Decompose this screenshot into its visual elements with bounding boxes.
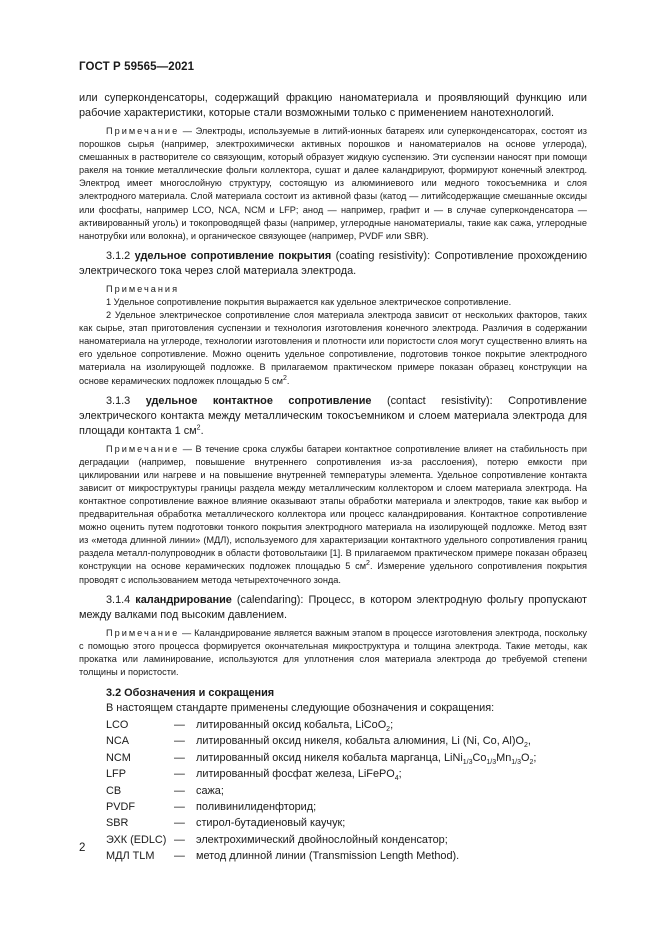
- term-name: каландрирование: [135, 593, 232, 606]
- term-name: удельное сопротивление покрытия: [134, 249, 332, 262]
- note-item-2-tail: .: [286, 375, 290, 386]
- abbreviation-row: [79, 799, 587, 815]
- abbreviation-key: ЭХК (EDLC): [106, 833, 167, 846]
- subscript: 1/3: [511, 758, 522, 766]
- abbreviation-key: SBR: [106, 817, 129, 830]
- note-item-2-text: 2 Удельное электрическое сопротивление слоя материала электрода зависит от нескольких факторов, таких как сырье, этап приготовления суспензии и технология изготовления конечного электрода. Различия в содержании наноматериала на углероде, технологии изготовления и плотности или пористости слоя могут существенно влиять на его удельное сопротивление. Можно оценить удельное сопротивление, подготовив тонкое покрытие электродного материала на изолирующей подложке. В прилагаемом практическом примере показан образец конструкции на основе керамических подложек площадью 5 см: [79, 310, 587, 386]
- notes-label: [79, 283, 587, 296]
- term-3-1-4: [79, 593, 587, 623]
- superscript: 2: [196, 423, 201, 431]
- dash: —: [174, 751, 185, 764]
- dash: —: [174, 833, 185, 846]
- abbreviation-key: LCO: [106, 719, 129, 731]
- subscript: 2: [523, 742, 528, 750]
- subscript: 4: [394, 775, 399, 783]
- abbreviation-row: [79, 766, 587, 782]
- term-name: удельное контактное сопротивление: [145, 394, 372, 407]
- dash: —: [174, 801, 185, 814]
- note-electrodes: [79, 125, 587, 243]
- subscript: 2: [386, 726, 391, 734]
- abbreviation-definition: литированный фосфат железа, LiFePO$_4$;: [196, 768, 402, 783]
- term-3-1-3: [79, 394, 587, 439]
- term-number: 3.1.2: [106, 249, 131, 262]
- dash: —: [174, 735, 185, 748]
- abbreviation-key: CB: [106, 784, 122, 797]
- note-label: Примечание: [106, 443, 180, 454]
- subscript: 2: [529, 758, 534, 766]
- section-title: 3.2 Обозначения и сокращения: [106, 687, 275, 699]
- intro-paragraph: или суперконденсаторы, содержащий фракцию наноматериала и проявляющий функцию или рабочие характеристики, которые стали возможными только с применением нанотехнологий.: [79, 92, 587, 119]
- superscript: 2: [366, 560, 370, 568]
- term-definition: Сопротивление прохождению электрического тока через слой материала электрода.: [79, 249, 588, 277]
- abbreviations-list: [79, 717, 587, 865]
- abbreviation-key: NCA: [106, 735, 129, 748]
- abbreviation-definition: литированный оксид никеля кобальта марганца, $LiNi_{1/3}Co_{1/3}Mn_{1/3}O_2$;: [196, 751, 537, 766]
- term-number: 3.1.3: [106, 394, 131, 407]
- term-english: (calendaring):: [231, 593, 304, 606]
- abbreviation-definition: сажа;: [196, 784, 224, 797]
- abbreviation-row: [79, 717, 587, 733]
- note-calendaring: [79, 627, 587, 679]
- abbreviation-definition: литированный оксид никеля, кобальта алюминия, Li (Ni, Co, $Al)O_2$,: [196, 735, 531, 750]
- abbreviation-key: LFP: [106, 768, 126, 781]
- abbreviation-key: PVDF: [106, 801, 136, 814]
- page-content: [79, 91, 587, 865]
- dash: —: [174, 719, 185, 731]
- page-number: 2: [79, 842, 86, 854]
- subscript: 1/3: [462, 758, 473, 766]
- term-english: (contact resistivity):: [371, 394, 493, 407]
- note-item-1: 1 Удельное сопротивление покрытия выражается как удельное электрическое сопротивление.: [106, 296, 512, 307]
- note-text: — Электроды, используемые в литий-ионных батареях или суперконденсаторах, состоят из порошков сырья (например, электрохимически активных порошков и наноматериалов на основе углерода), смешанных в растворителе со связующим, который образует жидкую суспензию. Эти суспензии наносят при помощи ракеля на тонкие металлические фольги коллектора, сушат и далее каландрируют, формируют конечный электрод. Электрод имеет многослойную структуру, состоящую из алюминиевого или медного токосъемника и слоя электродного материала. Слой материала состоит из активной фазы (катод — литийсодержащие смешанные оксиды или фосфаты, например LCO, NCA, NCM и LFP; анод — например, графит и — в случае суперконденсатора — активированный уголь) и токопроводящей фазы (например, углеродные наноматериалы, такие как сажа, углеродные нанотрубки или волокна), и органическое связующее (например, PVDF или SBR).: [79, 126, 587, 241]
- term-tail: .: [200, 424, 204, 437]
- abbreviation-definition: электрохимический двойнослойный конденсатор;: [196, 833, 448, 846]
- dash: —: [174, 817, 185, 830]
- note-text: — Каландрирование является важным этапом в процессе изготовления электрода, поскольку с помощью этого процесса формируется окончательная микроструктура и толщина электрода. Такие методы, как прокатка или ламинирование, используются для уплотнения слоя материала электрода до требуемой степени толщины и пористости.: [79, 627, 587, 677]
- dash: —: [174, 850, 185, 863]
- abbreviation-row: [79, 750, 587, 766]
- term-number: 3.1.4: [106, 593, 131, 606]
- abbreviation-row: [79, 832, 587, 848]
- section-intro: В настоящем стандарте применены следующие обозначения и сокращения:: [106, 702, 495, 714]
- abbreviation-key: МДЛ TLM: [106, 850, 155, 863]
- abbreviation-definition: метод длинной линии (Transmission Length Method).: [196, 850, 460, 863]
- abbreviation-row: [79, 848, 587, 864]
- term-definition: Процесс, в котором электродную фольгу пропускают между валками под высоким давлением.: [79, 593, 587, 621]
- note-text: — В течение срока службы батареи контактное сопротивление влияет на стабильность при деградации (например, повышение внутреннего сопротивления из-за расслоения), потерю емкости при циклировании или нагреве и на повышение внутренней температуры элемента. Удельное сопротивление контакта зависит от микроструктуры границы раздела между металлическим коллектором и слоем материала электрода. На контактное сопротивление важное влияние оказывают этапы обработки материала и электродов, такие как выбор и предварительная обработка металлического коллектора или процесс каландрирования. Контактное сопротивление можно оценить путем подготовки тонкого покрытия электродного материала на изолирующей подложке. Метод взят из «метода длинной линии» (МДЛ), используемого для характеризации контактного удельного сопротивления границ раздела металл-полупроводник в области фотовольтаики [1]. В прилагаемом практическом примере показан образец конструкции на основе керамических подложек площадью 5 см: [79, 443, 587, 572]
- abbreviation-row: [79, 733, 587, 749]
- abbreviation-row: [79, 815, 587, 831]
- abbreviation-key: NCM: [106, 751, 131, 764]
- notes-label-text: Примечания: [106, 283, 180, 294]
- abbreviation-definition: литированный оксид кобальта, LiCoO$_2$;: [196, 719, 394, 734]
- term-english: (coating resistivity):: [331, 249, 431, 262]
- abbreviation-definition: стирол-бутадиеновый каучук;: [196, 817, 346, 830]
- dash: —: [174, 784, 185, 797]
- dash: —: [174, 768, 185, 781]
- abbreviation-definition: поливинилиденфторид;: [196, 801, 317, 814]
- term-definition: Сопротивление электрического контакта между металлическим токосъемником и слоем материала электрода для площади контакта 1 см: [79, 394, 587, 437]
- note-item-2: [79, 309, 587, 388]
- note-contact-resistivity: [79, 443, 587, 587]
- note-label: Примечание: [106, 126, 180, 136]
- abbreviation-row: [79, 783, 587, 799]
- note-label: Примечание: [106, 627, 180, 638]
- document-header: ГОСТ Р 59565—2021: [79, 61, 195, 73]
- term-3-1-2: [79, 249, 587, 279]
- note-tail: . Измерение удельного сопротивления покрытия проводят с использованием метода четырехточечного зонда.: [79, 561, 587, 585]
- superscript: 2: [282, 374, 287, 382]
- subscript: 1/3: [486, 758, 497, 766]
